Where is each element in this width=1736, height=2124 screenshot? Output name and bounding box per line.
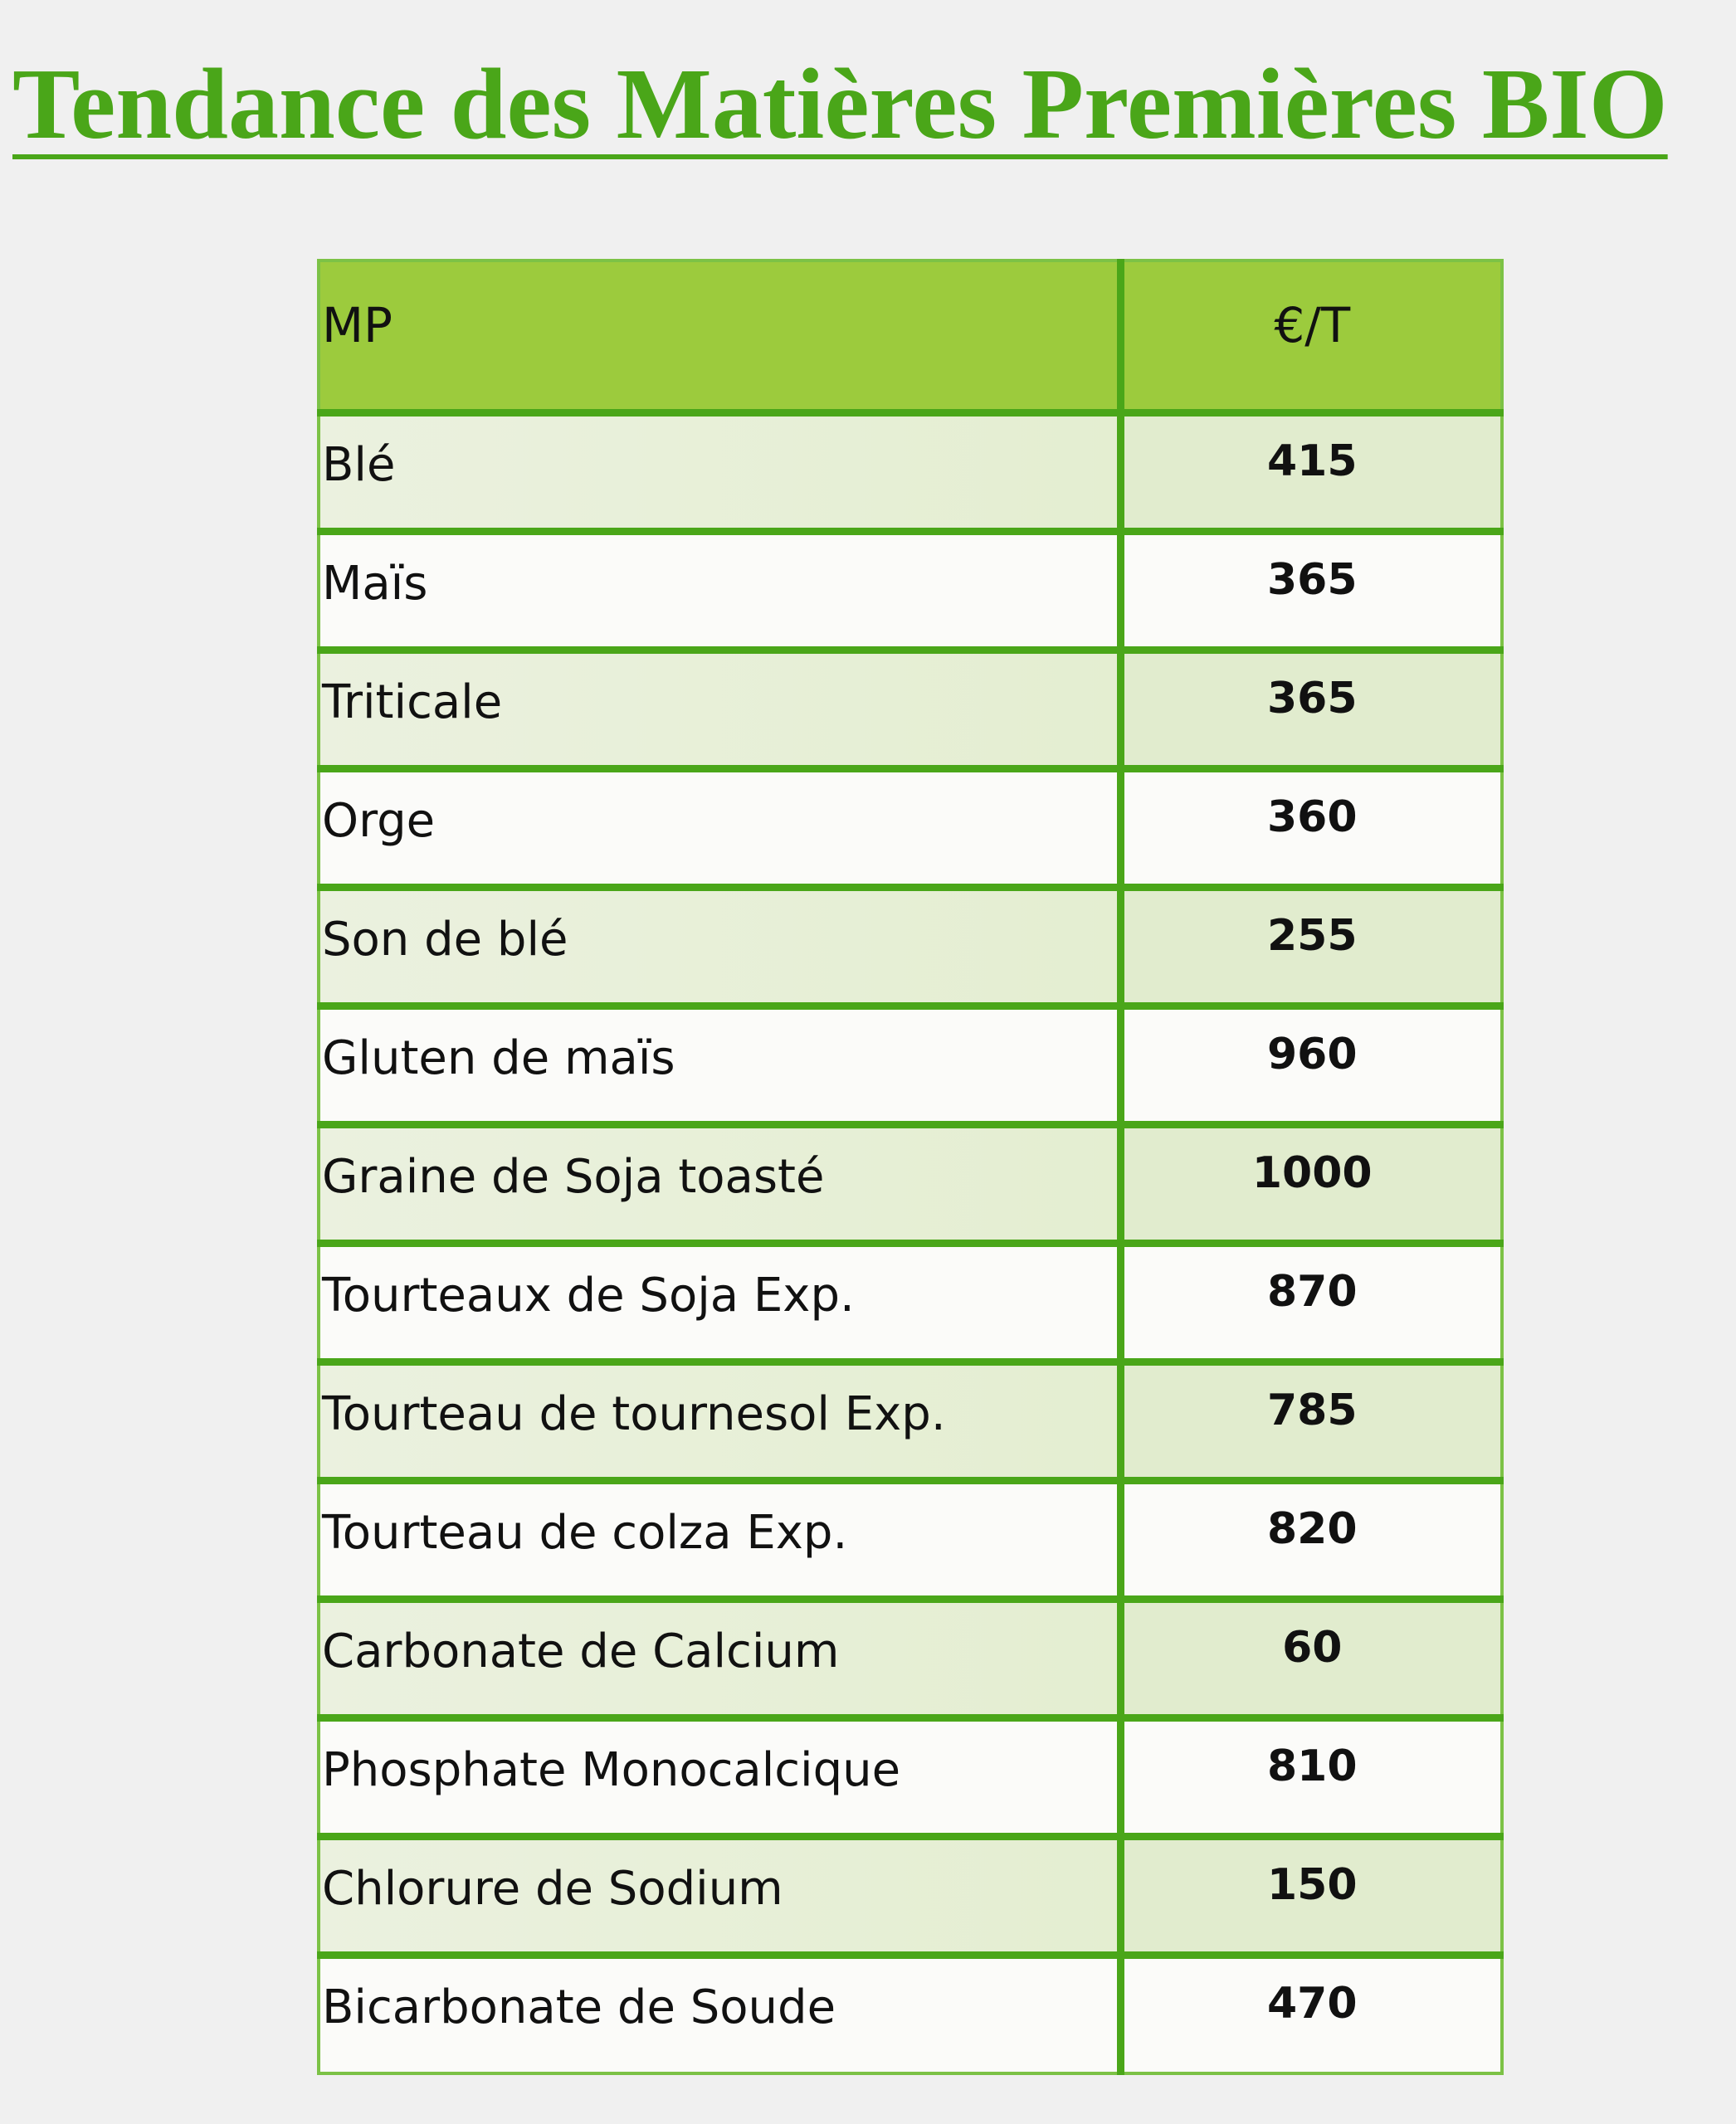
page-title: Tendance des Matières Premières BIO — [12, 48, 1668, 160]
table-row — [319, 1362, 1502, 1480]
price-cell: 60 — [1120, 1599, 1502, 1717]
price-cell: 150 — [1120, 1836, 1502, 1955]
price-cell: 870 — [1120, 1243, 1502, 1362]
table-row — [319, 1124, 1502, 1243]
price-table — [317, 259, 1504, 2075]
price-cell: 785 — [1120, 1362, 1502, 1480]
price-cell: 470 — [1120, 1955, 1502, 2073]
table-row — [319, 650, 1502, 768]
table-row — [319, 531, 1502, 650]
mp-cell: Tourteau de colza Exp. — [319, 1480, 1120, 1599]
table-row — [319, 1955, 1502, 2073]
table-header-row — [319, 261, 1502, 412]
price-cell: 810 — [1120, 1717, 1502, 1836]
price-cell: 365 — [1120, 650, 1502, 768]
mp-cell: Maïs — [319, 531, 1120, 650]
table-row — [319, 1006, 1502, 1124]
table-row — [319, 1243, 1502, 1362]
mp-cell: Chlorure de Sodium — [319, 1836, 1120, 1955]
column-header-price: €/T — [1120, 261, 1502, 412]
mp-cell: Orge — [319, 768, 1120, 887]
mp-cell: Bicarbonate de Soude — [319, 1955, 1120, 2073]
price-cell: 360 — [1120, 768, 1502, 887]
table-row — [319, 768, 1502, 887]
price-cell: 1000 — [1120, 1124, 1502, 1243]
mp-cell: Blé — [319, 412, 1120, 531]
mp-cell: Carbonate de Calcium — [319, 1599, 1120, 1717]
price-cell: 960 — [1120, 1006, 1502, 1124]
column-header-mp: MP — [319, 261, 1120, 412]
mp-cell: Triticale — [319, 650, 1120, 768]
price-cell: 365 — [1120, 531, 1502, 650]
table-row — [319, 1480, 1502, 1599]
price-cell: 255 — [1120, 887, 1502, 1006]
mp-cell: Son de blé — [319, 887, 1120, 1006]
table-row — [319, 1717, 1502, 1836]
table-row — [319, 887, 1502, 1006]
mp-cell: Tourteaux de Soja Exp. — [319, 1243, 1120, 1362]
mp-cell: Tourteau de tournesol Exp. — [319, 1362, 1120, 1480]
table-row — [319, 1836, 1502, 1955]
mp-cell: Phosphate Monocalcique — [319, 1717, 1120, 1836]
price-cell: 820 — [1120, 1480, 1502, 1599]
table-row — [319, 412, 1502, 531]
mp-cell: Gluten de maïs — [319, 1006, 1120, 1124]
table-row — [319, 1599, 1502, 1717]
price-cell: 415 — [1120, 412, 1502, 531]
mp-cell: Graine de Soja toasté — [319, 1124, 1120, 1243]
